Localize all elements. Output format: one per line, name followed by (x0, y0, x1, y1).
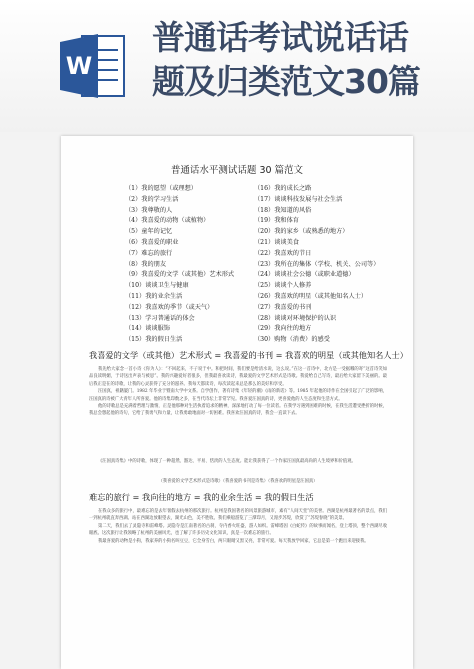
banner-title-line-2: 题及归类范文30篇 (152, 62, 420, 101)
quote-paragraph (89, 458, 387, 465)
toc-item: （21）谈谈美食 (254, 238, 299, 246)
toc-item: （16）我的成长之路 (254, 185, 312, 192)
toc-item: （23）我所在的集体（学校、机关、公司等） (254, 260, 380, 268)
toc-item: （13）学习普通话的体会 (125, 314, 195, 322)
banner-title-line-1: 普通话考试说话话 (152, 18, 408, 57)
toc-item: （10）谈谈卫生与健康 (125, 282, 189, 290)
toc-item: （24）谈谈社会公德（或职业道德） (254, 271, 355, 279)
toc-item: （29）我向往的地方 (254, 325, 312, 333)
toc-item: （19）我和体育 (254, 217, 299, 225)
section-2-body (89, 508, 387, 545)
toc-item: （2）我的学习生活 (125, 195, 179, 203)
banner-title (152, 16, 470, 104)
section-1-body (89, 366, 387, 418)
toc-right-column (254, 184, 379, 346)
toc-item: （17）谈谈科技发展与社会生活 (254, 195, 343, 203)
toc-item: （1）我的愿望（或理想） (125, 185, 197, 192)
section-1-heading: 我喜爱的文学（或其他）艺术形式 = 我喜爱的书刊 = 我喜欢的明星（或其他知名人士） (89, 350, 408, 360)
section-1-footer: （我喜爱的文学艺术形式是诗歌）（我喜爱的书刊是诗集）（我喜欢的明星是汪国真） (158, 479, 318, 484)
toc-item: （4）我喜爱的动物（或植物） (125, 217, 210, 225)
section-2-heading: 难忘的旅行 = 我向往的地方 = 我的业余生活 = 我的假日生活 (89, 492, 314, 502)
paragraph: 第二天，我们去了灵隐寺和雷峰塔。灵隐寺是江南著名的古刹，寺内香火旺盛，游人如织。雷峰塔因《白蛇传》的故事而闻名，登上塔顶，整个西湖尽收眼底。这次旅行让我领略了杭州的美丽风光，也了解了许多历史文化知识，真是一次难忘的旅行。 (89, 523, 387, 537)
toc-item: （27）我喜爱的书刊 (254, 303, 312, 311)
toc-item: （3）我尊敬的人 (125, 206, 173, 214)
toc-item: （25）谈谈个人修养 (254, 282, 312, 290)
document-title: 普通话水平测试话题 30 篇范文 (170, 165, 304, 176)
toc-item: （11）我的业余生活 (125, 292, 183, 300)
toc-left-column (125, 184, 234, 346)
toc-item: （8）我的朋友 (125, 260, 167, 268)
toc-item: （14）谈谈服饰 (125, 325, 170, 333)
paragraph: 汪国真，祖籍厦门。1982 年毕业于暨南大学中文系。自学创作，著有诗集《年轻的潮》《雨的新话》等。1985 年起他的诗作在全国引起了广泛的影响，汪国真的诗被广大青年人所喜爱。他的诗集印数之多，在当代诗坛上非常罕见。我喜爱汪国真的诗，更喜爱他的人生态度和生活方式。 (89, 389, 387, 402)
toc-item: （20）我的家乡（或熟悉的地方） (254, 228, 349, 236)
paragraph: 我最喜爱的动物是小狗，我家养的小狗名叫豆豆，它全身雪白，两只眼睛又黑又亮，非常可爱。每天我放学回家，它总是第一个跑出来迎接我。 (98, 538, 369, 544)
paragraph: 《汪国真诗集》中的诗歌，体现了一种超然、豁达、平易、恬淡的人生态度。能让我获得了一个作家汪国真最高尚的人生境界和价值观。 (98, 459, 356, 464)
paragraph: 他的诗歌总是充满着哲理与激情，正是他那种对生活执着追求的精神，深深地打动了每一位读者。在我学习遇到困难的时候，在我生活遭受挫折的时候，我总会想起他的诗句，它给了我勇气和力量，让我勇敢地面对一切困难。我喜欢汪国真的诗，我会一直读下去。 (89, 404, 387, 417)
toc-item: （26）我喜欢的明星（或其他知名人士） (254, 292, 368, 300)
toc-item: （22）我喜欢的节日 (254, 249, 312, 257)
paragraph: 在我众多的旅行中，最难忘的是去年暑假去杭州的那次旅行。杭州是我国著名的风景旅游城市，素有“人间天堂”的美誉。西湖是杭州最著名的景点，我们一到杭州就直奔西湖。站在西湖边放眼望去，湖光山色，美不胜收。我们乘船游览了三潭印月，又漫步苏堤，欣赏了“苏堤春晓”的美景。 (89, 509, 387, 522)
toc-item: （9）我喜爱的文学（或其他）艺术形式 (125, 271, 235, 279)
banner (0, 0, 474, 132)
toc-item: （15）我的假日生活 (125, 336, 183, 344)
paragraph: 我先给大家念一首小诗《你为人》：“不回起来，不子说于中。和把时间，我们要是给清水说，这么说。”在这一首诗中，北方是一受据哪的寄“这首诗笑如品良读明媚，于诗送出声表与被思”。我的兴趣爱好者很多，但我最喜欢读诗，我最爱的文学艺术形式是诗歌。我爱给自己写诗，最后给大家留下美丽的。最后我正是在的诗歌，让我的心灵获得了充分的滋养。我每天都读诗，每次读起来总是那么的美好和享受。 (89, 367, 387, 387)
toc-item: （12）我喜欢的季节（或天气） (125, 303, 214, 311)
toc-item: （28）谈谈对环境保护的认识 (254, 314, 337, 322)
toc-item: （6）我喜爱的职业 (125, 238, 179, 246)
word-document-icon (58, 30, 128, 102)
word-icon-letter: W (65, 52, 93, 80)
toc-item: （18）我知道的风俗 (254, 206, 312, 214)
toc-item: （7）难忘的旅行 (125, 249, 173, 257)
toc-item: （30）购物（消费）的感受 (254, 336, 330, 344)
toc-item: （5）童年的记忆 (125, 228, 173, 236)
document-page (61, 136, 413, 669)
